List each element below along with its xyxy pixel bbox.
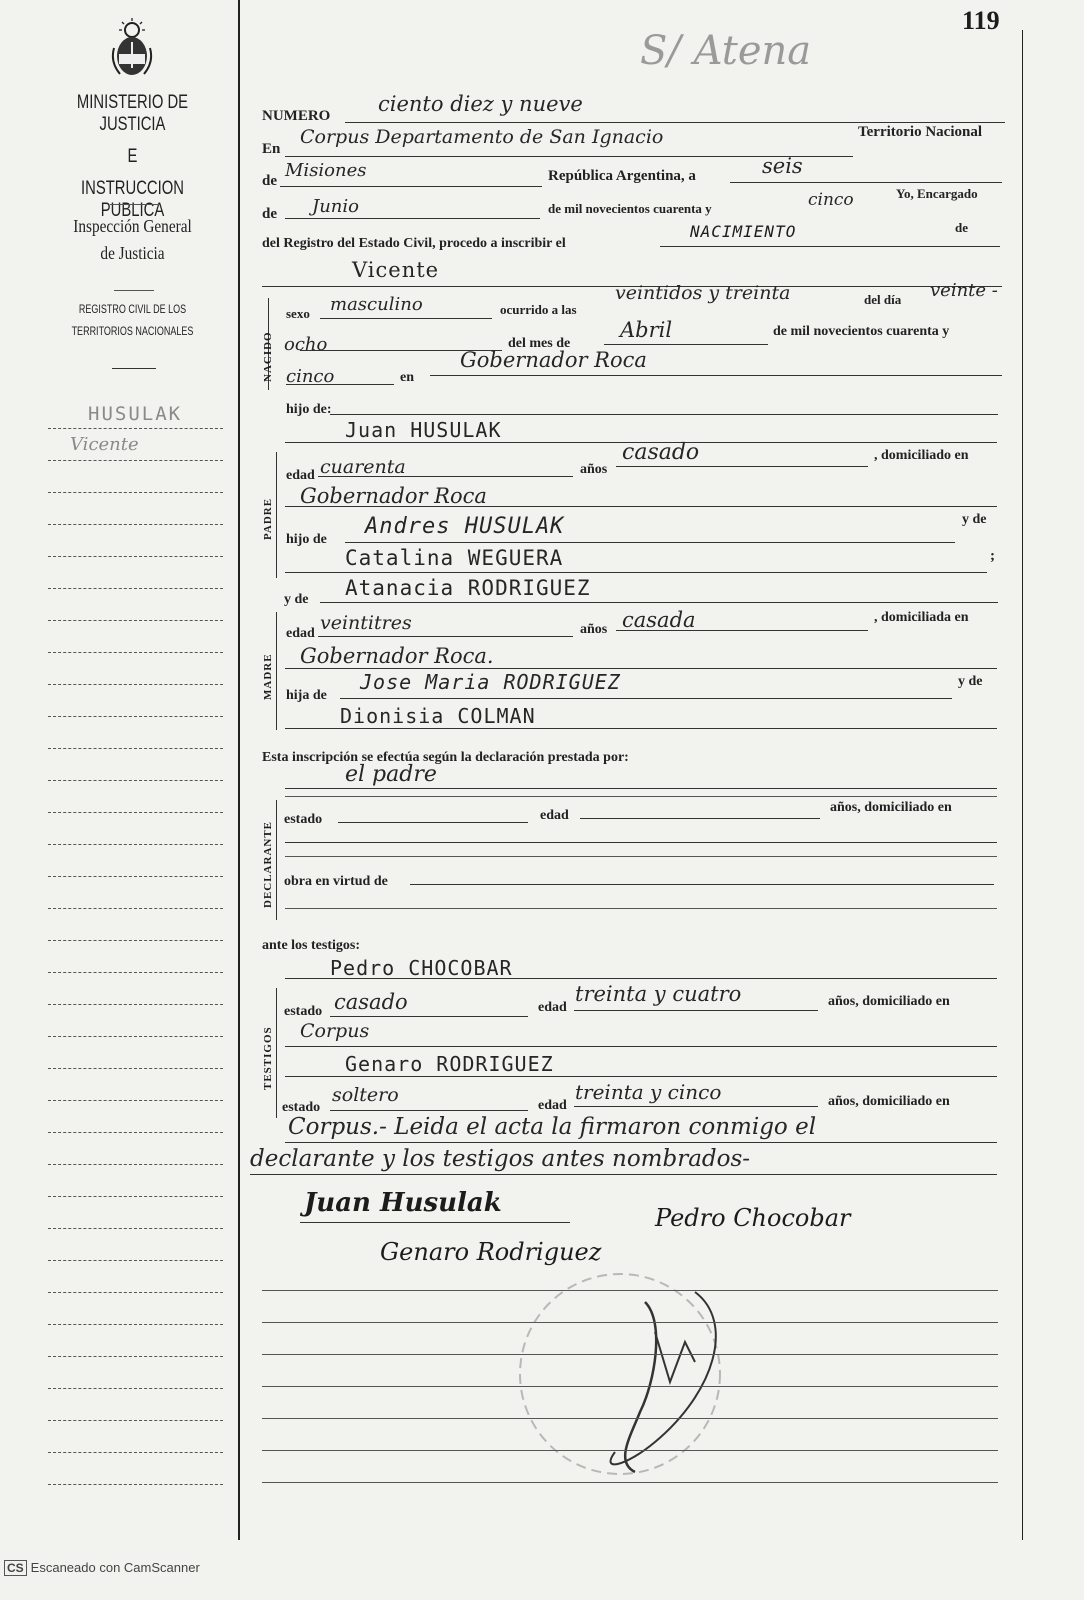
testigo1-domicilio: Corpus [300,1020,370,1042]
margin-rule [48,1068,223,1069]
inspection-line1: Inspección General [73,216,192,236]
republica-label: República Argentina, a [548,168,696,184]
testigo2-nombre-rule [285,1076,997,1077]
sidebar-divider [110,204,160,205]
margin-rule [48,1004,223,1005]
margin-rule [48,1100,223,1101]
madre-edad-label: edad [286,626,315,641]
declarante-value: el padre [345,762,437,787]
margin-rule [48,1452,223,1453]
padre-edad-label: edad [286,468,315,483]
testigos-vertical-label: TESTIGOS [262,1026,274,1090]
padre-domicilio-label: , domiciliado en [874,448,969,463]
padre-anos-label: años [580,462,608,477]
declarante-domicilio-rule2 [285,856,997,857]
margin-rule [48,1196,223,1197]
declaracion-label: Esta inscripción se efectúa según la declaración prestada por: [262,750,629,765]
padre-brace [276,452,277,578]
padre-y-de-label: y de [962,512,987,527]
dia-value: seis [762,154,803,178]
en-label: En [262,141,281,157]
hijo-rule [330,414,998,415]
numero-label: NUMERO [262,108,331,124]
obra-label: obra en virtud de [284,874,388,889]
mes-value: Junio [312,196,359,217]
inspection-line2: de Justicia [100,243,165,263]
body-rule [262,1290,998,1291]
sidebar-divider [114,290,154,291]
sexo-label: sexo [286,306,310,321]
cierre-rule1 [285,1142,997,1143]
abuela-paterna: Catalina WEGUERA [345,546,564,570]
registry-line1: REGISTRO CIVIL DE LOS [78,302,187,316]
mes-rule [285,218,540,219]
madre-estado-rule [616,630,868,631]
testigo2-estado-rule [330,1110,528,1111]
official-seal-icon [505,1262,745,1492]
madre-domicilio-rule [285,668,997,669]
testigos-intro: ante los testigos: [262,938,360,953]
encargado-label: Yo, Encargado [896,186,978,201]
body-rule [262,1386,998,1387]
testigo1-domicilio-rule [285,1046,997,1047]
madre-nombre: Atanacia RODRIGUEZ [345,576,591,600]
margin-rule [48,1260,223,1261]
del-dia-label: del día [864,292,902,307]
dia-nac-value-cont: ocho [284,334,328,355]
margin-rule [48,716,223,717]
margin-rule [48,940,223,941]
abuelo-paterno: Andres HUSULAK [365,514,565,539]
madre-edad-rule [318,636,573,637]
registro-rule [660,246,1000,247]
sexo-rule [320,318,492,319]
testigo1-anos-label: años, domiciliado en [828,994,950,1009]
declarante-anos-label: años, domiciliado en [830,800,952,815]
ministry-line1: MINISTERIO DE JUSTICIA [76,92,189,135]
en-value: Corpus Departamento de San Ignacio [300,126,664,148]
body-rule [262,1482,998,1483]
hijo-label: hijo de: [286,402,332,417]
cierre-linea1: Corpus.- Leida el acta la firmaron conmigo el [288,1114,817,1140]
hija-de-label: hija de [286,688,327,703]
margin-rule [48,1164,223,1165]
mes-nac-rule [604,344,768,345]
margin-rule [48,780,223,781]
madre-anos-label: años [580,622,608,637]
margin-rule [48,876,223,877]
de-rule [280,186,542,187]
dia-nac-value: veinte - [930,280,998,301]
body-rule [262,1450,998,1451]
scanner-text: Escaneado con CamScanner [30,1560,200,1575]
testigo2-edad: treinta y cinco [575,1080,722,1104]
madre-y-de-label: y de [284,592,309,607]
de3-label: de [955,220,968,235]
firma-declarante: Juan Husulak [304,1188,502,1218]
padre-domicilio: Gobernador Roca [300,484,487,508]
camscanner-badge: CS [4,1560,27,1576]
testigo2-estado: soltero [332,1084,399,1106]
padre-estado: casado [622,440,700,465]
declarante-edad-rule [580,818,820,819]
margin-rule [48,1036,223,1037]
margin-rule [48,908,223,909]
madre-domicilio-label: , domiciliada en [874,610,969,625]
margin-rule [48,1484,223,1485]
mes-nac-value: Abril [620,318,673,342]
scanner-footer [4,1560,200,1576]
margin-rule [48,588,223,589]
header-annotation: S/ Atena [640,28,812,74]
ocurrido-label: ocurrido a las [500,302,577,317]
margin-rule [48,652,223,653]
ministry-header [30,92,235,222]
margin-rule [48,844,223,845]
abuela-paterna-rule [285,572,987,573]
ministry-line3: INSTRUCCION PUBLICA [81,178,184,221]
firma-testigo2: Genaro Rodriguez [380,1238,602,1266]
declarante-brace [276,800,277,920]
page-number: 119 [962,6,1000,35]
margin-rule [48,972,223,973]
declarante-domicilio-rule [285,842,997,843]
anio-nac-value: cinco [286,366,335,387]
declarante-rule2 [285,796,997,797]
testigo1-nombre-rule [285,978,997,979]
ministry-line2: E [127,146,138,167]
obra-rule [410,884,994,885]
territorio-label: Territorio Nacional [858,124,983,140]
body-rule [262,1354,998,1355]
margin-rule [48,460,223,461]
lugar-value: Gobernador Roca [460,348,647,372]
numero-rule [345,122,1005,123]
anio-label: de mil novecientos cuarenta y [548,201,712,216]
margin-surname: HUSULAK [88,403,183,425]
hora-value: veintidos y treinta [615,282,791,304]
testigo1-edad: treinta y cuatro [575,982,742,1006]
margin-rule [48,1388,223,1389]
abuela-materna: Dionisia COLMAN [340,704,536,728]
testigo1-edad-rule [574,1010,818,1011]
registry-header [30,302,235,338]
registry-line2: TERRITORIOS NACIONALES [71,324,194,338]
margin-rule [48,812,223,813]
sidebar-divider [112,368,156,369]
territorio-value: Misiones [285,160,367,181]
madre-edad: veintitres [320,612,412,634]
padre-domicilio-rule [285,506,997,507]
margin-rule [48,748,223,749]
testigo1-estado-label: estado [284,1004,323,1019]
abuelo-paterno-rule [345,542,955,543]
anio-value: cinco [808,190,854,210]
obra-rule2 [285,908,997,909]
margin-rule [48,1356,223,1357]
testigo2-edad-rule [574,1106,818,1107]
registro-label: del Registro del Estado Civil, procedo a inscribir el [262,236,566,251]
en2-label: en [400,370,414,385]
body-rule [262,1322,998,1323]
testigo1-edad-label: edad [538,1000,567,1015]
padre-edad-rule [318,476,573,477]
numero-value: ciento diez y nueve [378,92,583,116]
madre-nombre-rule [320,602,998,603]
margin-rule [48,1132,223,1133]
margin-rule [48,428,223,429]
padre-semicolon: ; [990,548,995,564]
de-label: de [262,173,277,189]
lugar-rule [430,375,1002,376]
margin-rule [48,1420,223,1421]
margin-rule [48,684,223,685]
declarante-estado-label: estado [284,812,323,827]
left-margin-rule [238,0,240,1540]
madre-domicilio: Gobernador Roca. [300,644,494,668]
firma-declarante-underline [300,1222,570,1223]
del-mes-label: del mes de [508,336,571,351]
testigo2-nombre: Genaro RODRIGUEZ [345,1052,554,1076]
testigo1-nombre: Pedro CHOCOBAR [330,956,513,980]
padre-nombre: Juan HUSULAK [345,418,502,442]
declarante-rule [285,788,997,789]
madre-y-de2-label: y de [958,674,983,689]
abuelo-materno-rule [340,698,952,699]
testigo2-edad-label: edad [538,1098,567,1113]
margin-rule [48,620,223,621]
right-edge-rule [1022,30,1023,1540]
margin-rule [48,1228,223,1229]
abuelo-materno: Jose Maria RODRIGUEZ [360,670,621,694]
madre-brace [276,612,277,730]
declarante-edad-label: edad [540,808,569,823]
nacido-label: NACIDO [262,331,274,382]
padre-estado-rule [616,466,868,467]
padre-label: PADRE [262,497,274,540]
declarante-vertical-label: DECLARANTE [262,820,274,908]
cierre-linea2: declarante y los testigos antes nombrados- [250,1146,751,1172]
testigo1-estado-rule [330,1016,528,1017]
margin-rule [48,556,223,557]
margin-rule [48,1292,223,1293]
padre-hijo-de-label: hijo de [286,532,327,547]
mil-label: de mil novecientos cuarenta y [773,324,950,339]
firma-testigo1: Pedro Chocobar [655,1204,851,1232]
madre-estado: casada [622,608,696,632]
margin-rule [48,1324,223,1325]
testigo1-estado: casado [334,990,408,1014]
padre-edad: cuarenta [320,456,406,478]
testigo2-estado-label: estado [282,1100,321,1115]
body-rule [262,1418,998,1419]
anio-nac-rule [286,384,394,385]
margin-rule [48,524,223,525]
de2-label: de [262,206,277,222]
margin-rule [48,492,223,493]
nombre-value: Vicente [352,258,440,282]
coat-of-arms-icon [108,18,156,80]
madre-label: MADRE [262,653,274,700]
sexo-value: masculino [330,294,423,315]
inspection-header [30,216,235,264]
testigo2-anos-label: años, domiciliado en [828,1094,950,1109]
declarante-estado-rule [338,822,528,823]
testigos-brace [276,988,277,1118]
abuela-materna-rule [285,728,997,729]
margin-given-name: Vicente [70,434,139,455]
acto-value: NACIMIENTO [690,222,797,241]
dia-rule [730,182,1002,183]
cierre-rule2 [250,1174,997,1175]
